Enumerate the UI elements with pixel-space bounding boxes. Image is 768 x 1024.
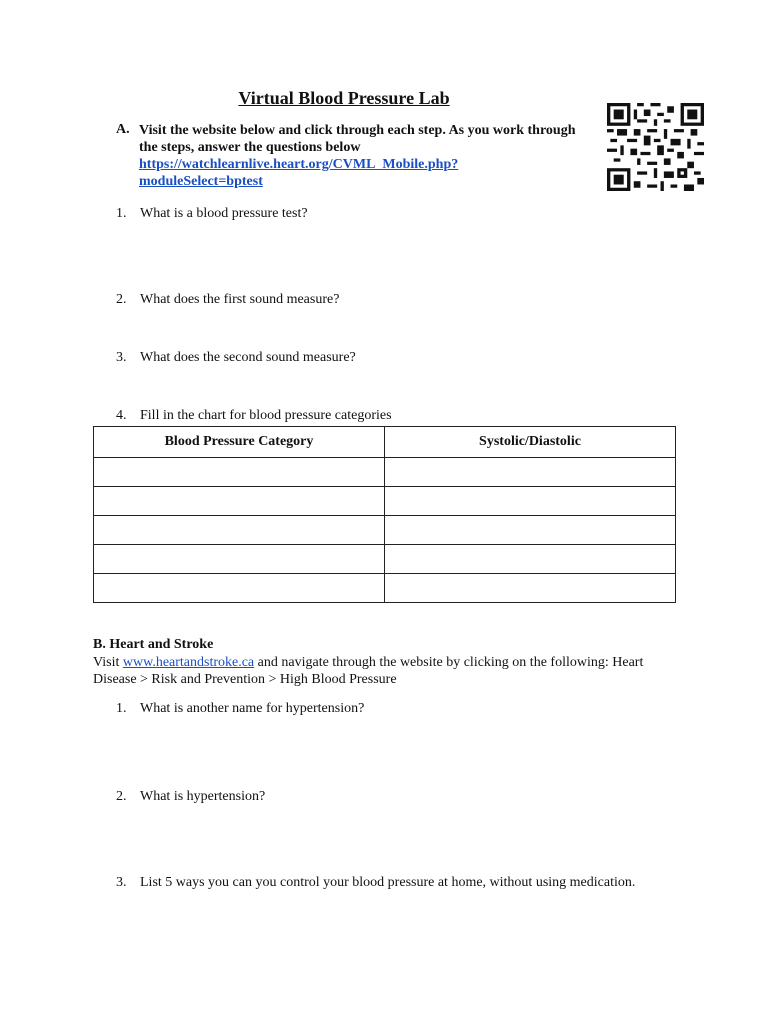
table-row	[94, 487, 676, 516]
page-title: Virtual Blood Pressure Lab	[238, 88, 450, 108]
table-cell[interactable]	[94, 458, 385, 487]
question-number: 4.	[116, 408, 127, 423]
question-number: 3.	[116, 350, 127, 365]
question-number: 3.	[116, 875, 127, 890]
table-row	[94, 574, 676, 603]
question-text: Fill in the chart for blood pressure categories	[140, 408, 392, 423]
table-cell[interactable]	[385, 574, 676, 603]
question-text: What is hypertension?	[140, 789, 266, 804]
question-number: 1.	[116, 206, 127, 221]
watchlearnlive-link[interactable]	[139, 157, 458, 189]
question-number: 1.	[116, 701, 127, 716]
table-row	[94, 545, 676, 574]
watchlearnlive-link-line2: moduleSelect=bptest	[139, 174, 263, 189]
column-header-category: Blood Pressure Category	[94, 427, 385, 458]
table-header-row	[94, 427, 676, 458]
table-row	[94, 458, 676, 487]
question-text: What does the first sound measure?	[140, 292, 340, 307]
column-header-systolic-diastolic: Systolic/Diastolic	[385, 427, 676, 458]
table-row	[94, 516, 676, 545]
question-text: What is a blood pressure test?	[140, 206, 308, 221]
table-cell[interactable]	[385, 487, 676, 516]
question-number: 2.	[116, 292, 127, 307]
section-a-instruction-text: Visit the website below and click through each step. As you work through the steps, answer the questions below	[139, 123, 576, 155]
section-b-instruction	[93, 654, 683, 688]
table-cell[interactable]	[385, 516, 676, 545]
table-cell[interactable]	[385, 458, 676, 487]
table-cell[interactable]	[94, 516, 385, 545]
table-cell[interactable]	[94, 574, 385, 603]
section-a-instruction	[139, 122, 579, 190]
table-cell[interactable]	[385, 545, 676, 574]
table-cell[interactable]	[94, 545, 385, 574]
section-a-letter: A.	[116, 122, 130, 137]
question-text: List 5 ways you can you control your blood pressure at home, without using medication.	[140, 875, 636, 890]
qr-code	[607, 103, 704, 191]
visit-text: Visit	[93, 655, 120, 670]
question-number: 2.	[116, 789, 127, 804]
blood-pressure-table	[93, 426, 676, 603]
question-text: What does the second sound measure?	[140, 350, 356, 365]
heartandstroke-link[interactable]: www.heartandstroke.ca	[122, 655, 255, 670]
section-b-heading: B. Heart and Stroke	[93, 637, 214, 652]
navigate-text: and navigate through the website by clicking on the following: Heart Disease > Risk and Prevention > High Blood Pressure	[93, 655, 644, 687]
watchlearnlive-link-line1: https://watchlearnlive.heart.org/CVML_Mobile.php?	[139, 157, 459, 172]
table-cell[interactable]	[94, 487, 385, 516]
question-text: What is another name for hypertension?	[140, 701, 365, 716]
